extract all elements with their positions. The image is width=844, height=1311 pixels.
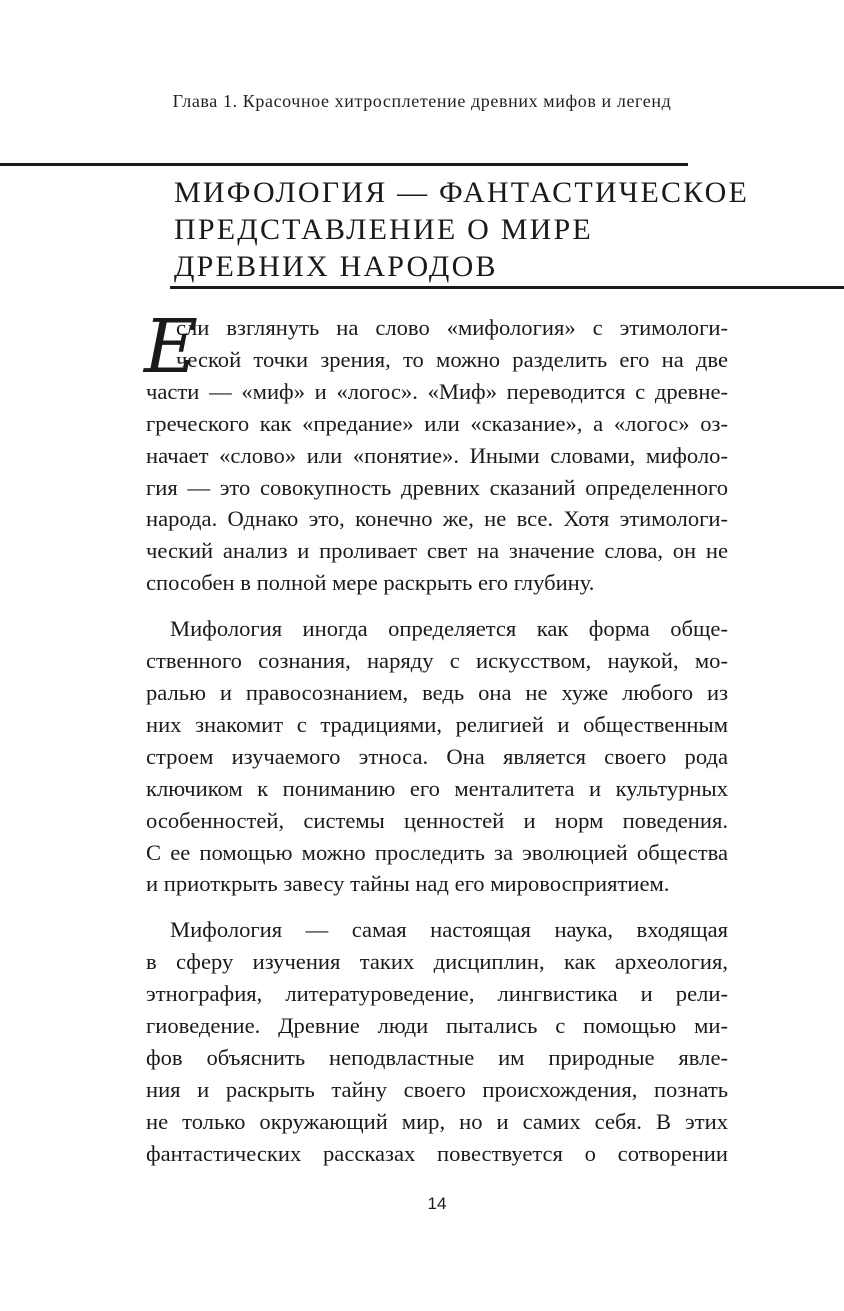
- text-line: этнография, литературоведение, лингвистика и рели-: [146, 981, 728, 1007]
- text-line: ния и раскрыть тайну своего происхождения, познать: [146, 1076, 728, 1102]
- text-line: ческий анализ и проливает свет на значение слова, он не: [146, 538, 728, 564]
- title-rule-top: [0, 163, 688, 166]
- text-line: Мифология иногда определяется как форма обще-: [170, 616, 728, 642]
- running-head: Глава 1. Красочное хитросплетение древних мифов и легенд: [172, 91, 672, 111]
- text-line: строем изучаемого этноса. Она является своего рода: [146, 743, 728, 769]
- text-line: ственного сознания, наряду с искусством, наукой, мо-: [146, 648, 728, 674]
- text-line: части — «миф» и «логос». «Миф» переводится с древне-: [146, 378, 728, 404]
- text-line: них знакомит с традициями, религией и общественным: [146, 711, 728, 737]
- text-line: греческого как «предание» или «сказание», а «логос» оз-: [146, 410, 728, 436]
- text-line: народа. Однако это, конечно же, не все. Хотя этимологи-: [146, 506, 728, 532]
- drop-cap: Е: [144, 304, 199, 390]
- text-line: особенностей, системы ценностей и норм поведения.: [146, 807, 728, 833]
- text-line: ческой точки зрения, то можно разделить его на две: [176, 346, 728, 372]
- text-line: гиоведение. Древние люди пытались с помощью ми-: [146, 1013, 728, 1039]
- text-line: фов объяснить неподвластные им природные явле-: [146, 1044, 728, 1070]
- title-rule-bottom: [170, 286, 844, 289]
- text-line: ралью и правосознанием, ведь она не хуже любого из: [146, 679, 728, 705]
- text-line: начает «слово» или «понятие». Иными словами, мифоло-: [146, 442, 728, 468]
- text-line: в сферу изучения таких дисциплин, как археология,: [146, 949, 728, 975]
- text-line: ключиком к пониманию его менталитета и культурных: [146, 775, 728, 801]
- text-line: Мифология — самая настоящая наука, входящая: [170, 917, 728, 943]
- text-line: и приоткрыть завесу тайны над его мировосприятием.: [146, 871, 670, 897]
- section-title-line: ДРЕВНИХ НАРОДОВ: [174, 250, 498, 283]
- body-text: [144, 304, 728, 1184]
- paragraph: [146, 613, 728, 900]
- text-line: фантастических рассказах повествуется о сотворении: [146, 1140, 728, 1166]
- page-number: 14: [427, 1194, 447, 1213]
- section-title: [174, 174, 774, 285]
- text-line: С ее помощью можно проследить за эволюцией общества: [146, 839, 728, 865]
- text-line: не только окружающий мир, но и самих себя. В этих: [146, 1108, 728, 1134]
- paragraph: [146, 914, 728, 1169]
- paragraph: [144, 304, 728, 599]
- text-line: способен в полной мере раскрыть его глубину.: [146, 570, 595, 596]
- text-line: гия — это совокупность древних сказаний определенного: [146, 474, 728, 500]
- section-title-line: ПРЕДСТАВЛЕНИЕ О МИРЕ: [174, 213, 593, 246]
- section-title-line: МИФОЛОГИЯ — ФАНТАСТИЧЕСКОЕ: [174, 176, 750, 209]
- text-line: сли взглянуть на слово «мифология» с этимологи-: [176, 315, 728, 340]
